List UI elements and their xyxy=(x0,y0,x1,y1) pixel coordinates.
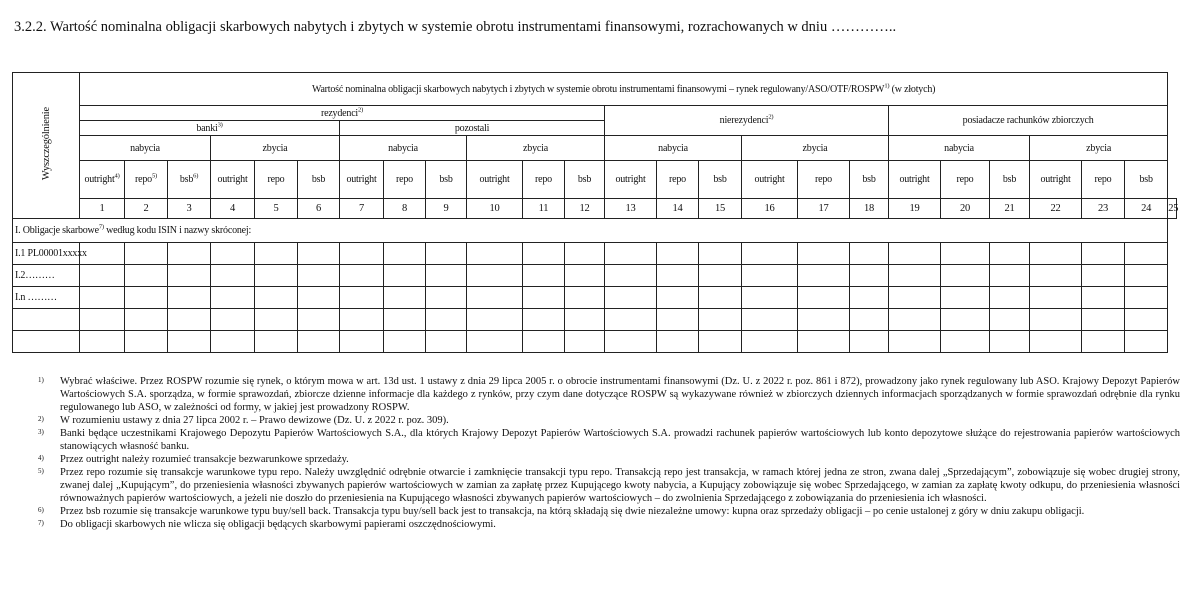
value-cell xyxy=(426,243,467,265)
column-number: 22 xyxy=(1030,199,1082,219)
value-cell xyxy=(426,309,467,331)
value-cell xyxy=(384,309,426,331)
value-cell xyxy=(657,309,699,331)
footnote xyxy=(38,466,1180,505)
footnote-mark: 6) xyxy=(38,506,44,514)
value-cell xyxy=(523,331,565,353)
value-cell xyxy=(889,287,941,309)
value-cell xyxy=(699,265,742,287)
column-number: 9 xyxy=(426,199,467,219)
value-cell xyxy=(941,265,990,287)
banki-header: banki$^{3)}$ xyxy=(80,121,340,136)
section-heading: 3.2.2. Wartość nominalna obligacji skarbowych nabytych i zbytych w systemie obrotu instrumentami finansowymi, rozrachowanych w dniu ………….. xyxy=(14,19,897,35)
posiadacze-header: posiadacze rachunków zbiorczych xyxy=(889,106,1168,136)
value-cell xyxy=(798,243,850,265)
value-cell xyxy=(298,287,340,309)
value-cell xyxy=(657,243,699,265)
column-number: 8 xyxy=(384,199,426,219)
repo-header: repo xyxy=(657,161,699,199)
row-label xyxy=(13,309,80,331)
table-row xyxy=(13,287,1177,309)
value-cell xyxy=(990,287,1030,309)
bsb-header: bsb$^{6)}$ xyxy=(168,161,211,199)
value-cell xyxy=(384,243,426,265)
value-cell xyxy=(1125,243,1168,265)
value-cell xyxy=(298,265,340,287)
value-cell xyxy=(1125,309,1168,331)
value-cell xyxy=(1030,243,1082,265)
outright-header: outright xyxy=(1030,161,1082,199)
value-cell xyxy=(941,287,990,309)
column-number: 13 xyxy=(605,199,657,219)
value-cell xyxy=(742,287,798,309)
value-cell xyxy=(1082,331,1125,353)
zbycia-header: zbycia xyxy=(742,136,889,161)
value-cell xyxy=(657,287,699,309)
outright-header: outright xyxy=(211,161,255,199)
value-cell xyxy=(1082,309,1125,331)
repo-header: repo xyxy=(798,161,850,199)
footnote-mark: 5) xyxy=(38,467,44,475)
outright-header: outright xyxy=(742,161,798,199)
row-label xyxy=(13,331,80,353)
value-cell xyxy=(340,287,384,309)
footnote xyxy=(38,505,1180,518)
table-row xyxy=(13,331,1177,353)
value-cell xyxy=(168,287,211,309)
main-title-cell: Wartość nominalna obligacji skarbowych nabytych i zbytych w systemie obrotu instrumentami finansowymi – rynek regulowany/ASO/OTF/ROSPW$^{1)}$ (w złotych) xyxy=(80,73,1168,106)
column-number: 17 xyxy=(798,199,850,219)
value-cell xyxy=(168,243,211,265)
value-cell xyxy=(426,287,467,309)
value-cell xyxy=(565,287,605,309)
footnote xyxy=(38,427,1180,453)
value-cell xyxy=(850,309,889,331)
value-cell xyxy=(657,331,699,353)
row-label: I.1 PL00001xxxxx xyxy=(13,243,80,265)
column-number: 25 xyxy=(1168,199,1177,219)
value-cell xyxy=(523,265,565,287)
bsb-header: bsb xyxy=(990,161,1030,199)
section-label-cell: I. Obligacje skarbowe$^{7)}$ według kodu ISIN i nazwy skróconej: xyxy=(13,219,1168,243)
value-cell xyxy=(699,331,742,353)
value-cell xyxy=(125,265,168,287)
value-cell xyxy=(211,287,255,309)
footnote-mark: 7) xyxy=(38,519,44,527)
bond-values-table xyxy=(12,72,1177,353)
bsb-header: bsb xyxy=(1125,161,1168,199)
value-cell xyxy=(1030,331,1082,353)
column-number: 6 xyxy=(298,199,340,219)
value-cell xyxy=(990,309,1030,331)
value-cell xyxy=(125,287,168,309)
value-cell xyxy=(426,265,467,287)
value-cell xyxy=(699,243,742,265)
outright-header: outright$^{4)}$ xyxy=(80,161,125,199)
value-cell xyxy=(211,331,255,353)
value-cell xyxy=(798,309,850,331)
value-cell xyxy=(798,265,850,287)
value-cell xyxy=(990,331,1030,353)
footnote xyxy=(38,414,1180,427)
column-number: 2 xyxy=(125,199,168,219)
value-cell xyxy=(255,287,298,309)
nabycia-header: nabycia xyxy=(889,136,1030,161)
bsb-header: bsb xyxy=(298,161,340,199)
bsb-header: bsb xyxy=(565,161,605,199)
footnote-text: Do obligacji skarbowych nie wlicza się obligacji będących skarbowymi papierami oszczędnościowymi. xyxy=(60,519,496,530)
value-cell xyxy=(605,287,657,309)
value-cell xyxy=(699,309,742,331)
value-cell xyxy=(298,309,340,331)
repo-header: repo$^{5)}$ xyxy=(125,161,168,199)
value-cell xyxy=(605,243,657,265)
value-cell xyxy=(340,265,384,287)
value-cell xyxy=(889,265,941,287)
value-cell xyxy=(523,309,565,331)
footnote-text: Przez outright należy rozumieć transakcje bezwarunkowe sprzedaży. xyxy=(60,454,349,465)
value-cell xyxy=(605,309,657,331)
row-label: I.2……… xyxy=(13,265,80,287)
value-cell xyxy=(211,265,255,287)
value-cell xyxy=(340,243,384,265)
value-cell xyxy=(1082,265,1125,287)
value-cell xyxy=(340,331,384,353)
value-cell xyxy=(467,265,523,287)
value-cell xyxy=(384,287,426,309)
column-number: 15 xyxy=(699,199,742,219)
value-cell xyxy=(941,309,990,331)
value-cell xyxy=(565,331,605,353)
value-cell xyxy=(1082,287,1125,309)
value-cell xyxy=(941,243,990,265)
outright-header: outright xyxy=(340,161,384,199)
column-number: 21 xyxy=(990,199,1030,219)
footnote-text: W rozumieniu ustawy z dnia 27 lipca 2002 r. – Prawo dewizowe (Dz. U. z 2022 r. poz. 309). xyxy=(60,415,449,426)
value-cell xyxy=(798,331,850,353)
value-cell xyxy=(889,243,941,265)
value-cell xyxy=(80,309,125,331)
value-cell xyxy=(168,265,211,287)
column-number: 7 xyxy=(340,199,384,219)
footnote xyxy=(38,518,1180,531)
value-cell xyxy=(1125,331,1168,353)
column-number: 10 xyxy=(467,199,523,219)
column-number: 24 xyxy=(1125,199,1168,219)
column-number: 5 xyxy=(255,199,298,219)
footnote xyxy=(38,375,1180,414)
outright-header: outright xyxy=(889,161,941,199)
column-number: 1 xyxy=(80,199,125,219)
column-number: 20 xyxy=(941,199,990,219)
value-cell xyxy=(1082,243,1125,265)
outright-header: outright xyxy=(605,161,657,199)
column-number: 18 xyxy=(850,199,889,219)
bsb-header: bsb xyxy=(850,161,889,199)
value-cell xyxy=(467,309,523,331)
outright-header: outright xyxy=(467,161,523,199)
pozostali-header: pozostali xyxy=(340,121,605,136)
nierezydenci-header: nierezydenci$^{2)}$ xyxy=(605,106,889,136)
value-cell xyxy=(211,309,255,331)
value-cell xyxy=(80,331,125,353)
footnote-mark: 3) xyxy=(38,428,44,436)
value-cell xyxy=(125,243,168,265)
value-cell xyxy=(125,331,168,353)
footnote-mark: 1) xyxy=(38,376,44,384)
repo-header: repo xyxy=(523,161,565,199)
value-cell xyxy=(565,309,605,331)
table-row xyxy=(13,265,1177,287)
column-number: 14 xyxy=(657,199,699,219)
repo-header: repo xyxy=(941,161,990,199)
value-cell xyxy=(211,243,255,265)
zbycia-header: zbycia xyxy=(211,136,340,161)
value-cell xyxy=(889,331,941,353)
value-cell xyxy=(80,265,125,287)
value-cell xyxy=(798,287,850,309)
value-cell xyxy=(467,287,523,309)
value-cell xyxy=(742,331,798,353)
value-cell xyxy=(467,331,523,353)
value-cell xyxy=(742,243,798,265)
footnote-mark: 4) xyxy=(38,454,44,462)
column-number: 16 xyxy=(742,199,798,219)
footnote-text: Przez bsb rozumie się transakcje warunkowe typu buy/sell back. Transakcja typu buy/sell back jest to transakcja, na którą składają się dwie niezależne umowy: kupna oraz sprzedaży obligacji – po cenie ustalonej z góry w dniu zakupu obligacji. xyxy=(60,506,1085,517)
value-cell xyxy=(426,331,467,353)
value-cell xyxy=(1125,287,1168,309)
value-cell xyxy=(850,331,889,353)
value-cell xyxy=(523,243,565,265)
row-label: I.n ……… xyxy=(13,287,80,309)
value-cell xyxy=(565,265,605,287)
value-cell xyxy=(657,265,699,287)
value-cell xyxy=(742,309,798,331)
value-cell xyxy=(850,287,889,309)
bsb-header: bsb xyxy=(426,161,467,199)
value-cell xyxy=(255,265,298,287)
value-cell xyxy=(1125,265,1168,287)
table-row xyxy=(13,309,1177,331)
repo-header: repo xyxy=(255,161,298,199)
footnote-mark: 2) xyxy=(38,415,44,423)
footnote-text: Wybrać właściwe. Przez ROSPW rozumie się rynek, o którym mowa w art. 13d ust. 1 ustawy z dnia 29 lipca 2005 r. o obrocie instrumentami finansowymi (Dz. U. z 2022 r. poz. 861 i 872), prowadzony jako rynek regulowany lub ASO. Krajowy Depozyt Papierów Wartościowych S.A. sporządza, w formie sprawozdań, zbiorcze dzienne informacje dla każdego z rynków, przy czym dane dotyczące ROSPW są wykazywane również w zbiorczych dziennych informacjach sporządzanych w formie sprawozdań odrębnie dla rynku regulowanego lub ASO, w zależności od formy, w jakiej jest prowadzony ROSPW. xyxy=(60,376,1180,413)
value-cell xyxy=(467,243,523,265)
value-cell xyxy=(168,309,211,331)
value-cell xyxy=(941,331,990,353)
value-cell xyxy=(605,265,657,287)
value-cell xyxy=(168,331,211,353)
bsb-header: bsb xyxy=(699,161,742,199)
table-row xyxy=(13,243,1177,265)
column-number: 11 xyxy=(523,199,565,219)
row-header-cell xyxy=(13,73,80,219)
value-cell xyxy=(384,331,426,353)
value-cell xyxy=(742,265,798,287)
value-cell xyxy=(1030,309,1082,331)
value-cell xyxy=(889,309,941,331)
value-cell xyxy=(699,287,742,309)
column-number: 19 xyxy=(889,199,941,219)
value-cell xyxy=(1030,287,1082,309)
value-cell xyxy=(340,309,384,331)
nabycia-header: nabycia xyxy=(80,136,211,161)
repo-header: repo xyxy=(1082,161,1125,199)
nabycia-header: nabycia xyxy=(340,136,467,161)
zbycia-header: zbycia xyxy=(1030,136,1168,161)
nabycia-header: nabycia xyxy=(605,136,742,161)
value-cell xyxy=(605,331,657,353)
column-number: 23 xyxy=(1082,199,1125,219)
column-number: 3 xyxy=(168,199,211,219)
footnote xyxy=(38,453,1180,466)
value-cell xyxy=(255,243,298,265)
column-number: 12 xyxy=(565,199,605,219)
value-cell xyxy=(80,287,125,309)
value-cell xyxy=(990,265,1030,287)
value-cell xyxy=(1030,265,1082,287)
footnote-text: Banki będące uczestnikami Krajowego Depozytu Papierów Wartościowych S.A., dla których Krajowy Depozyt Papierów Wartościowych S.A. prowadzi rachunek papierów wartościowych lub konto depozytowe służące do rejestrowania papierów wartościowych stanowiących własność banku. xyxy=(60,428,1180,452)
footnote-text: Przez repo rozumie się transakcje warunkowe typu repo. Należy uwzględnić odrębnie otwarcie i zamknięcie transakcji typu repo. Transakcją repo jest transakcja, w ramach której jedna ze stron, zwana dalej „Sprzedającym”, zobowiązuje się wobec drugiej strony, zwanej dalej „Kupującym”, do przeniesienia własności zbywanych papierów wartościowych w zamian za zapłatę przez Kupującego kwoty nabycia, a Kupujący zobowiązuje się wobec Sprzedającego, w zamian za zapłatę kwoty odkupu, do przeniesienia własności równoważnych papierów wartościowych, a jeżeli nie doszło do przeniesienia na Kupującego własności zbywanych papierów wartościowych – do zwolnienia Sprzedającego z zobowiązania do przeniesienia ich własności. xyxy=(60,467,1180,504)
value-cell xyxy=(125,309,168,331)
value-cell xyxy=(298,331,340,353)
rezydenci-header: rezydenci$^{2)}$ xyxy=(80,106,605,121)
value-cell xyxy=(255,331,298,353)
row-header-label: Wyszczególnienie xyxy=(40,107,52,181)
value-cell xyxy=(850,243,889,265)
repo-header: repo xyxy=(384,161,426,199)
footnotes xyxy=(38,375,1180,531)
value-cell xyxy=(565,243,605,265)
value-cell xyxy=(850,265,889,287)
value-cell xyxy=(298,243,340,265)
value-cell xyxy=(255,309,298,331)
column-number: 4 xyxy=(211,199,255,219)
value-cell xyxy=(990,243,1030,265)
zbycia-header: zbycia xyxy=(467,136,605,161)
value-cell xyxy=(523,287,565,309)
value-cell xyxy=(384,265,426,287)
